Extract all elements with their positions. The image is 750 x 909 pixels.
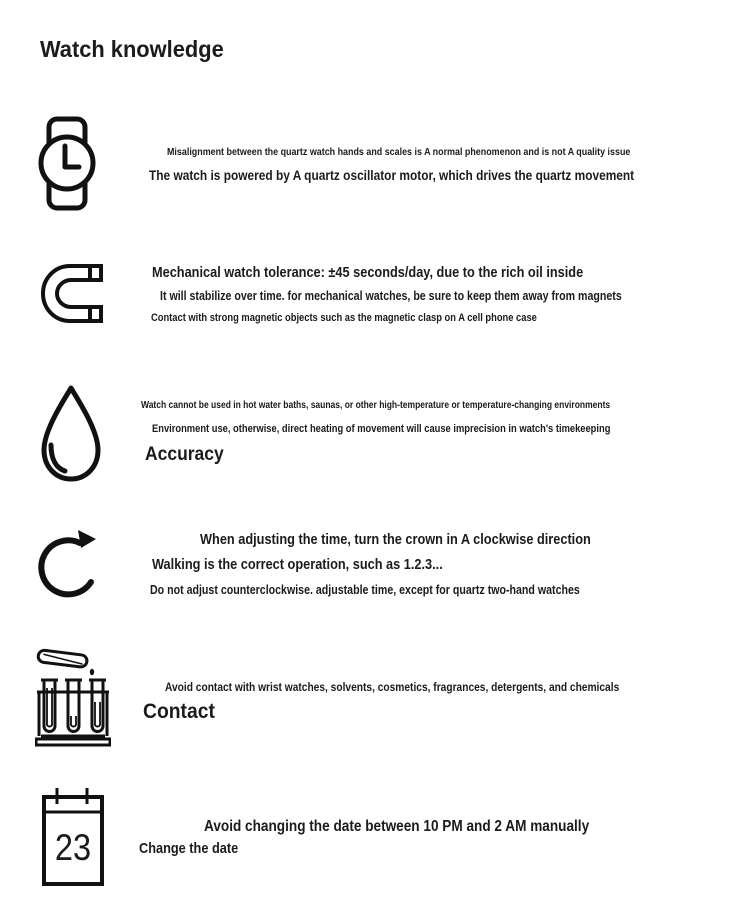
water-drop-icon [37,384,105,483]
magnet-note-small: Contact with strong magnetic objects such as the magnetic clasp on A cell phone case [151,312,537,324]
adjusting-note-second: Walking is the correct operation, such as 1.2.3... [152,556,443,573]
change-date-label: Change the date [139,840,239,857]
wristwatch-icon [38,116,96,211]
page-title: Watch knowledge [40,36,224,62]
quartz-note-small: Misalignment between the quartz watch hands and scales is A normal phenomenon and is not A quality issue [167,146,631,158]
calendar-icon [41,786,105,887]
accuracy-label: Accuracy [145,444,224,465]
adjusting-note-main: When adjusting the time, turn the crown in A clockwise direction [200,531,591,548]
test-tubes-icon [35,644,111,748]
temperature-note-small: Watch cannot be used in hot water baths, saunas, or other high-temperature or temperature-changing environments [141,400,611,411]
contact-label: Contact [143,700,215,723]
temperature-note-medium: Environment use, otherwise, direct heating of movement will cause imprecision in watch's timekeeping [152,423,611,435]
magnet-icon [40,263,104,324]
quartz-note-main: The watch is powered by A quartz oscillator motor, which drives the quartz movement [149,167,635,183]
clockwise-arrow-icon [36,523,104,603]
chemicals-note-medium: Avoid contact with wrist watches, solvents, cosmetics, fragrances, detergents, and chemicals [165,680,620,694]
magnet-note-medium: It will stabilize over time. for mechanical watches, be sure to keep them away from magnets [160,289,622,303]
magnet-note-main: Mechanical watch tolerance: ±45 seconds/day, due to the rich oil inside [152,264,584,281]
date-note-main: Avoid changing the date between 10 PM and 2 AM manually [204,818,590,835]
adjusting-note-small: Do not adjust counterclockwise. adjustable time, except for quartz two-hand watches [150,583,580,597]
calendar-day-number: 23 [54,827,92,868]
